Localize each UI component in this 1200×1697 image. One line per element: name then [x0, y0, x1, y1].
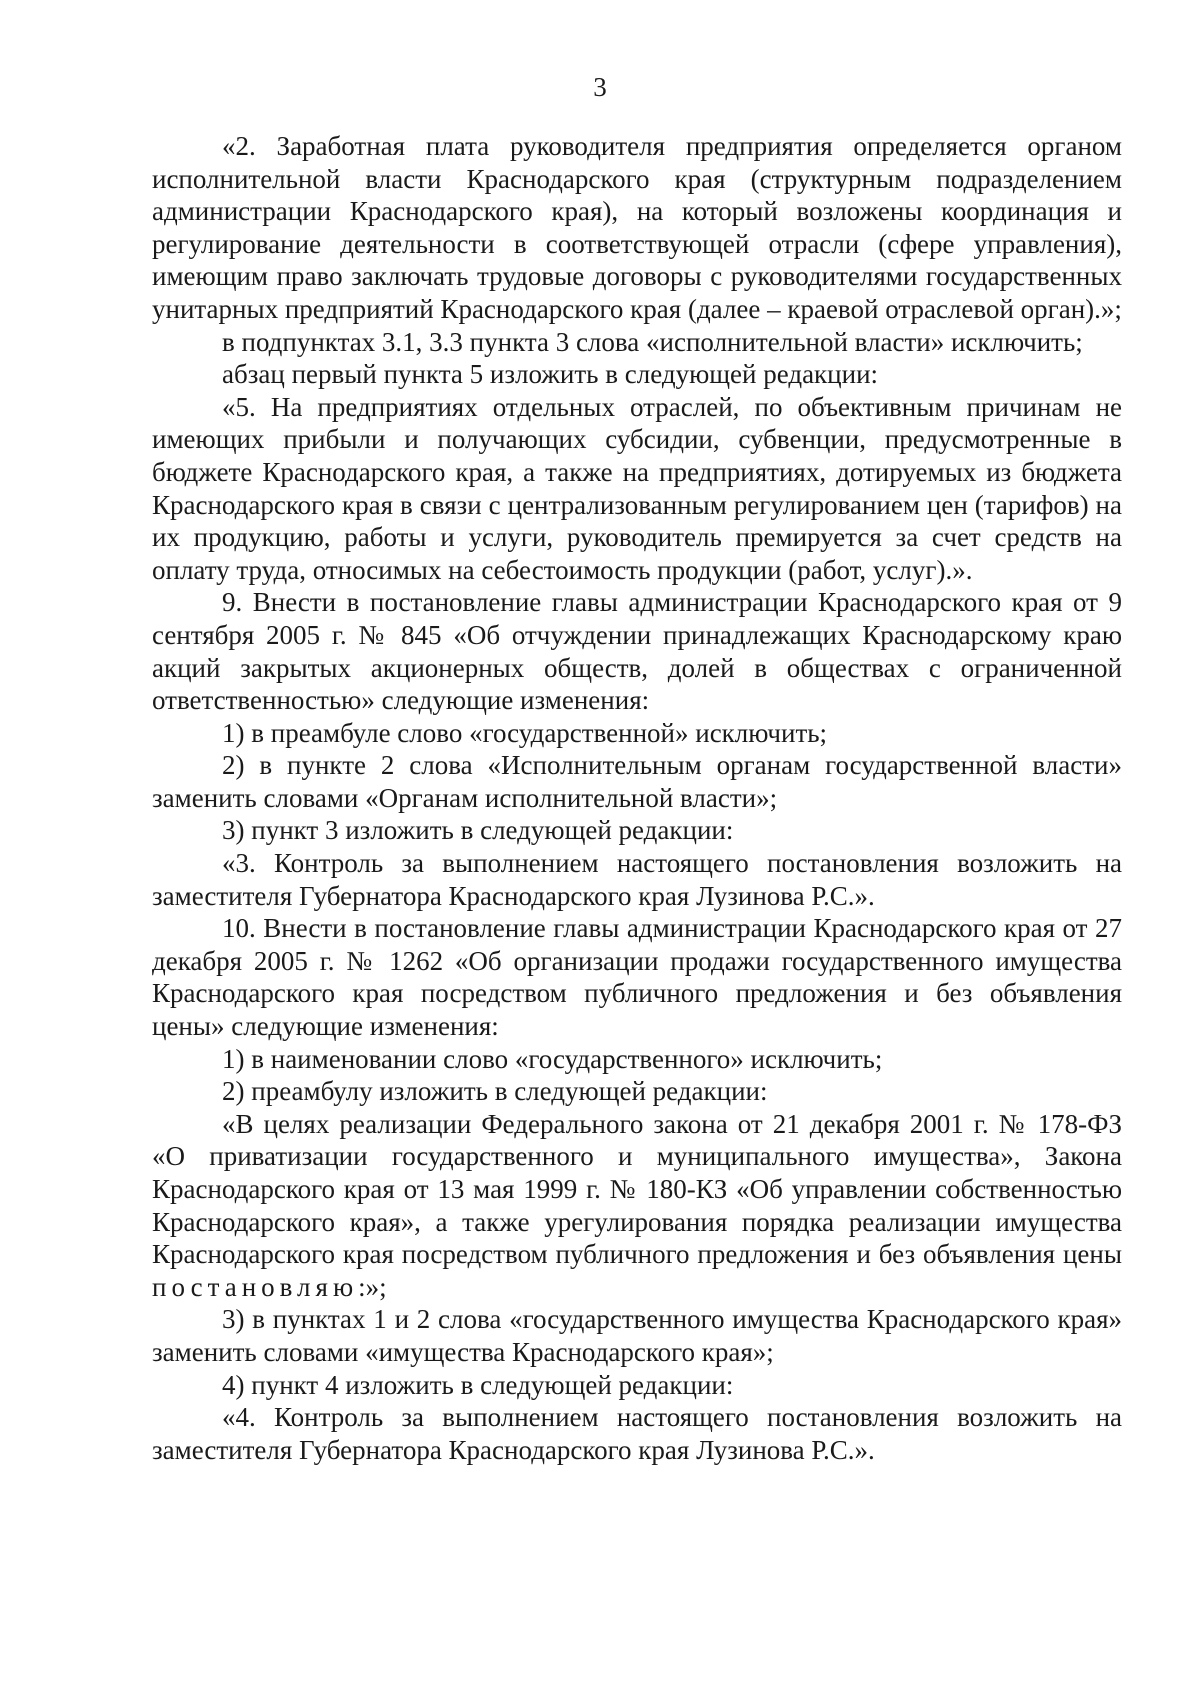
- paragraph-13-text: «В целях реализации Федерального закона от 21 декабря 2001 г. № 178-ФЗ «О приватизации государственного и муниципального имущества», Закона Краснодарского края от 13 мая 1999 г. № 180-КЗ «Об управлении собственностью Краснодарского края», а также урегулирования порядка реализации имущества Краснодарского края посредством публичного предложения и без объявления цены: [152, 1108, 1122, 1270]
- paragraph-4: «5. На предприятиях отдельных отраслей, по объективным причинам не имеющих прибыли и получающих субсидии, субвенции, предусмотренные в бюджете Краснодарского края, а также на предприятиях, дотируемых из бюджета Краснодарского края в связи с централизованным регулированием цен (тарифов) на их продукцию, работы и услуги, руководитель премируется за счет средств на оплату труда, относимых на себестоимость продукции (работ, услуг).».: [152, 391, 1122, 585]
- paragraph-15: 4) пункт 4 изложить в следующей редакции:: [222, 1369, 734, 1400]
- paragraph-5: 9. Внести в постановление главы администрации Краснодарского края от 9 сентября 2005 г. № 845 «Об отчуждении принадлежащих Краснодарскому краю акций закрытых акционерных обществ, долей в обществах с ограниченной ответственностью» следующие изменения:: [152, 587, 1122, 716]
- paragraph-3: абзац первый пункта 5 изложить в следующей редакции:: [222, 359, 879, 390]
- paragraph-1: «2. Заработная плата руководителя предприятия определяется органом исполнительной власти Краснодарского края (структурным подразделением администрации Краснодарского края), на который возложены координация и регулирование деятельности в соответствующей отрасли (сфере управления), имеющим право заключать трудовые договоры с руководителями государственных унитарных предприятий Краснодарского края (далее – краевой отраслевой орган).»;: [152, 131, 1122, 324]
- paragraph-16: «4. Контроль за выполнением настоящего постановления возложить на заместителя Губернатора Краснодарского края Лузинова Р.С.».: [152, 1402, 1122, 1465]
- paragraph-9: «3. Контроль за выполнением настоящего постановления возложить на заместителя Губернатора Краснодарского края Лузинова Р.С.».: [152, 848, 1122, 911]
- page-number: 3: [593, 72, 607, 102]
- paragraph-7: 2) в пункте 2 слова «Исполнительным органам государственной власти» заменить словами «Органам исполнительной власти»;: [152, 750, 1122, 813]
- spaced-word: постановляю: [152, 1271, 359, 1302]
- paragraph-14: 3) в пунктах 1 и 2 слова «государственного имущества Краснодарского края» заменить словами «имущества Краснодарского края»;: [152, 1304, 1122, 1367]
- paragraph-2: в подпунктах 3.1, 3.3 пункта 3 слова «исполнительной власти» исключить;: [222, 326, 1083, 357]
- document-body: [152, 130, 1122, 1466]
- spaced-tail: :»;: [358, 1271, 387, 1302]
- paragraph-8: 3) пункт 3 изложить в следующей редакции:: [222, 815, 734, 846]
- paragraph-10: 10. Внести в постановление главы администрации Краснодарского края от 27 декабря 2005 г. № 1262 «Об организации продажи государственного имущества Краснодарского края посредством публичного предложения и без объявления цены» следующие изменения:: [152, 913, 1122, 1042]
- paragraph-12: 2) преамбулу изложить в следующей редакции:: [222, 1076, 768, 1107]
- paragraph-13: [152, 1108, 1122, 1304]
- paragraph-6: 1) в преамбуле слово «государственной» исключить;: [222, 717, 828, 748]
- paragraph-11: 1) в наименовании слово «государственного» исключить;: [222, 1043, 883, 1074]
